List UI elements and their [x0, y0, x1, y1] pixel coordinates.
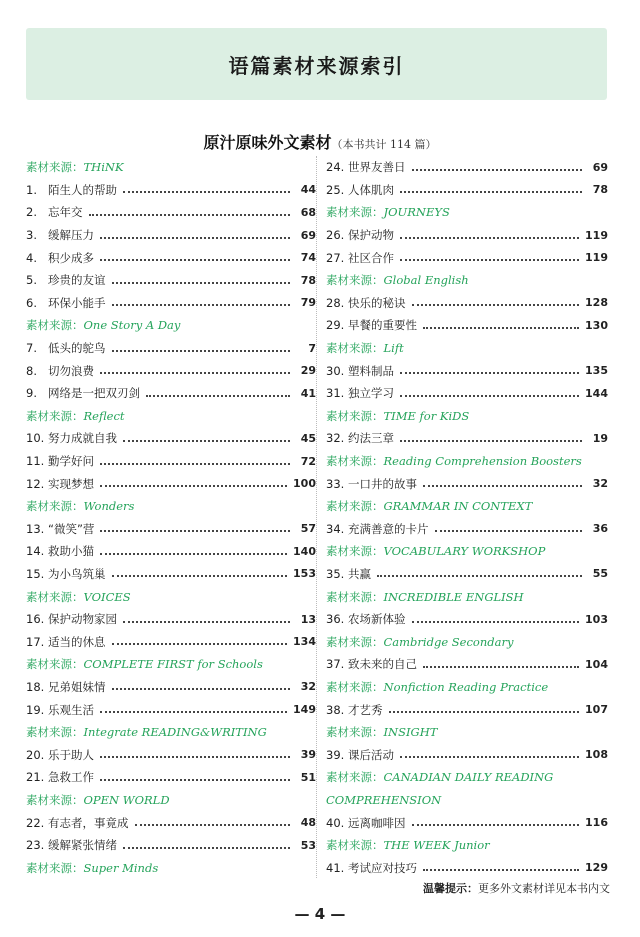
entry-title: 低头的鸵鸟 [48, 341, 106, 356]
entry-title: 为小鸟筑巢 [48, 566, 106, 581]
index-entry[interactable] [26, 427, 316, 450]
entry-page-number: 74 [300, 251, 316, 265]
entry-number: 16. [26, 612, 45, 627]
entry-number: 40. [326, 815, 345, 830]
index-entry[interactable] [26, 630, 316, 653]
entry-number: 25. [326, 182, 345, 197]
entry-number: 31. [326, 386, 345, 401]
source-header [326, 540, 608, 563]
dot-leader [423, 326, 579, 329]
entry-number: 20. [26, 747, 45, 762]
entry-page-number: 72 [300, 454, 316, 468]
source-name: Reading Comprehension Boosters [383, 454, 582, 469]
index-entry[interactable] [26, 337, 316, 360]
dot-leader [423, 665, 579, 668]
dot-leader [423, 484, 582, 487]
source-prefix: 素材来源： [26, 160, 84, 175]
dot-leader [100, 755, 290, 758]
index-entry[interactable] [26, 766, 316, 789]
index-entry[interactable] [326, 359, 608, 382]
dot-leader [400, 371, 579, 374]
entry-title: 课后活动 [348, 747, 394, 762]
entry-number: 5. [26, 273, 37, 288]
dot-leader [412, 823, 580, 826]
entry-title: 努力成就自我 [48, 431, 117, 446]
source-prefix: 素材来源： [326, 499, 384, 514]
dot-leader [112, 303, 291, 306]
entry-title: 救助小猫 [48, 544, 94, 559]
dot-leader [100, 552, 287, 555]
entry-page-number: 107 [585, 703, 608, 717]
index-entry[interactable] [26, 608, 316, 631]
index-entry[interactable] [26, 246, 316, 269]
entry-title: 勤学好问 [48, 454, 94, 469]
source-prefix: 素材来源： [326, 589, 384, 604]
index-entry[interactable] [26, 359, 316, 382]
entry-number: 36. [326, 612, 345, 627]
index-entry[interactable] [326, 811, 608, 834]
entry-page-number: 19 [592, 431, 608, 445]
index-entry[interactable] [26, 382, 316, 405]
entry-title: 有志者，事竟成 [48, 815, 129, 830]
source-name: THE WEEK Junior [383, 838, 490, 853]
index-entry[interactable] [326, 472, 608, 495]
entry-page-number: 144 [585, 386, 608, 400]
entry-page-number: 116 [585, 816, 608, 830]
source-prefix: 素材来源： [326, 408, 384, 423]
entry-page-number: 55 [592, 567, 608, 581]
page-number: — 4 — [294, 905, 346, 923]
entry-title: 社区合作 [348, 250, 394, 265]
entry-number: 9. [26, 386, 37, 401]
entry-number: 22. [26, 815, 45, 830]
index-entry[interactable] [26, 179, 316, 202]
entry-page-number: 48 [300, 816, 316, 830]
entry-page-number: 44 [300, 183, 316, 197]
dot-leader [400, 755, 579, 758]
source-prefix: 素材来源： [26, 725, 84, 740]
entry-title: 乐于助人 [48, 747, 94, 762]
dot-leader [123, 620, 290, 623]
source-prefix: 素材来源： [326, 838, 384, 853]
source-name: Global English [383, 273, 469, 288]
section-title: 原汁原味外文素材 [203, 133, 332, 152]
entry-page-number: 78 [592, 183, 608, 197]
entry-title: 致未来的自己 [348, 657, 417, 672]
entry-number: 35. [326, 566, 345, 581]
entry-title: 世界友善日 [348, 160, 406, 175]
entry-title: 共赢 [348, 566, 371, 581]
source-header [26, 721, 316, 744]
page-title: 语篇素材来源索引 [228, 53, 405, 78]
entry-page-number: 134 [293, 635, 316, 649]
index-entry[interactable] [326, 653, 608, 676]
index-entry[interactable] [26, 269, 316, 292]
entry-page-number: 69 [592, 160, 608, 174]
source-header [26, 495, 316, 518]
entry-number: 8. [26, 363, 37, 378]
index-entry[interactable] [326, 608, 608, 631]
source-prefix: 素材来源： [26, 499, 84, 514]
source-prefix: 素材来源： [326, 273, 384, 288]
source-name: Reflect [83, 408, 125, 423]
index-entry[interactable] [326, 563, 608, 586]
entry-title: 保护动物 [348, 228, 394, 243]
dot-leader [146, 394, 290, 397]
source-header [326, 676, 608, 699]
entry-page-number: 79 [300, 296, 316, 310]
entry-title: 急救工作 [48, 770, 94, 785]
index-entry[interactable] [26, 834, 316, 857]
entry-title: 忘年交 [48, 205, 83, 220]
dot-leader [423, 868, 579, 871]
entry-title: 农场新体验 [348, 612, 406, 627]
dot-leader [100, 462, 290, 465]
source-prefix: 素材来源： [326, 205, 384, 220]
source-prefix: 素材来源： [326, 770, 384, 785]
source-name: CANADIAN DAILY READING COMPREHENSION [326, 770, 554, 807]
dot-leader [412, 168, 583, 171]
source-prefix: 素材来源： [26, 792, 84, 807]
dot-leader [400, 439, 582, 442]
entry-title: “微笑”营 [48, 521, 95, 536]
entry-number: 4. [26, 250, 37, 265]
entry-number: 6. [26, 295, 37, 310]
left-index-column [26, 156, 316, 879]
entry-page-number: 29 [300, 364, 316, 378]
index-entry[interactable] [26, 224, 316, 247]
dot-leader [100, 371, 290, 374]
source-name: Wonders [83, 499, 135, 514]
source-prefix: 素材来源： [26, 318, 84, 333]
reminder-label: 温馨提示： [423, 882, 478, 895]
source-prefix: 素材来源： [326, 725, 384, 740]
source-name: COMPLETE FIRST for Schools [83, 657, 263, 672]
source-name: Lift [383, 341, 404, 356]
entry-title: 兄弟姐妹情 [48, 679, 106, 694]
entry-page-number: 69 [300, 228, 316, 242]
entry-page-number: 119 [585, 228, 608, 242]
index-entry[interactable] [326, 518, 608, 541]
entry-page-number: 53 [300, 838, 316, 852]
source-header [26, 653, 316, 676]
entry-number: 7. [26, 341, 37, 356]
entry-title: 积少成多 [48, 250, 94, 265]
index-entry[interactable] [26, 743, 316, 766]
dot-leader [89, 213, 291, 216]
entry-number: 19. [26, 702, 45, 717]
entry-title: 快乐的秘诀 [348, 295, 406, 310]
title-banner [26, 28, 607, 100]
entry-number: 28. [326, 295, 345, 310]
index-entry[interactable] [26, 292, 316, 315]
source-header [26, 405, 316, 428]
source-name: OPEN WORLD [83, 792, 170, 807]
dot-leader [112, 642, 288, 645]
entry-title: 才艺秀 [348, 702, 383, 717]
dot-leader [100, 778, 290, 781]
entry-page-number: 140 [293, 544, 316, 558]
entry-title: 切勿浪费 [48, 363, 94, 378]
index-entry[interactable] [326, 856, 608, 879]
index-entry[interactable] [26, 540, 316, 563]
source-header [26, 789, 316, 812]
entry-page-number: 135 [585, 364, 608, 378]
entry-page-number: 45 [300, 431, 316, 445]
entry-page-number: 7 [308, 341, 316, 355]
entry-page-number: 153 [293, 567, 316, 581]
dot-leader [400, 394, 579, 397]
source-name: VOICES [83, 589, 131, 604]
dot-leader [100, 529, 290, 532]
entry-page-number: 129 [585, 861, 608, 875]
dot-leader [135, 823, 291, 826]
entry-title: 保护动物家园 [48, 612, 117, 627]
source-prefix: 素材来源： [326, 634, 384, 649]
source-name: One Story A Day [83, 318, 181, 333]
dot-leader [123, 846, 290, 849]
source-header [326, 766, 608, 811]
source-header [26, 585, 316, 608]
dot-leader [123, 190, 290, 193]
entry-page-number: 149 [293, 703, 316, 717]
entry-title: 人体肌肉 [348, 182, 394, 197]
entry-page-number: 13 [300, 612, 316, 626]
entry-page-number: 128 [585, 296, 608, 310]
reminder-text: 更多外文素材详见本书内文 [478, 882, 610, 895]
source-header [326, 495, 608, 518]
entry-title: 网络是一把双刃剑 [48, 386, 140, 401]
entry-number: 34. [326, 521, 345, 536]
entry-number: 26. [326, 228, 345, 243]
source-name: INSIGHT [383, 725, 438, 740]
entry-page-number: 103 [585, 612, 608, 626]
dot-leader [100, 258, 290, 261]
index-entry[interactable] [26, 450, 316, 473]
index-entry[interactable] [326, 743, 608, 766]
entry-page-number: 39 [300, 748, 316, 762]
column-divider [316, 156, 317, 878]
source-header [26, 856, 316, 879]
dot-leader [389, 710, 580, 713]
entry-title: 独立学习 [348, 386, 394, 401]
entry-title: 乐观生活 [48, 702, 94, 717]
index-entry[interactable] [326, 179, 608, 202]
source-header [26, 156, 316, 179]
entry-page-number: 51 [300, 770, 316, 784]
source-prefix: 素材来源： [326, 341, 384, 356]
article-count-note: （本书共计 114 篇） [331, 138, 437, 151]
source-header [326, 585, 608, 608]
source-header [326, 201, 608, 224]
entry-number: 14. [26, 544, 45, 559]
entry-page-number: 130 [585, 318, 608, 332]
source-name: Super Minds [83, 860, 159, 875]
entry-page-number: 108 [585, 748, 608, 762]
index-entry[interactable] [26, 518, 316, 541]
entry-number: 2. [26, 205, 37, 220]
entry-number: 1. [26, 182, 37, 197]
dot-leader [100, 710, 287, 713]
source-header [326, 834, 608, 857]
entry-title: 约法三章 [348, 431, 394, 446]
entry-title: 早餐的重要性 [348, 318, 417, 333]
index-entry[interactable] [326, 427, 608, 450]
index-entry[interactable] [326, 292, 608, 315]
source-name: THiNK [83, 160, 124, 175]
reminder-note [423, 880, 610, 896]
index-entry[interactable] [326, 382, 608, 405]
dot-leader [400, 236, 579, 239]
dot-leader [112, 687, 291, 690]
dot-leader [412, 620, 580, 623]
section-heading [0, 130, 640, 153]
index-entry[interactable] [26, 811, 316, 834]
source-name: Cambridge Secondary [383, 634, 514, 649]
source-prefix: 素材来源： [326, 454, 384, 469]
source-header [326, 721, 608, 744]
entry-page-number: 68 [300, 205, 316, 219]
source-name: JOURNEYS [383, 205, 450, 220]
dot-leader [112, 281, 291, 284]
entry-number: 10. [26, 431, 45, 446]
entry-title: 远离咖啡因 [348, 815, 406, 830]
entry-title: 实现梦想 [48, 476, 94, 491]
entry-number: 41. [326, 860, 345, 875]
dot-leader [400, 258, 579, 261]
dot-leader [100, 236, 290, 239]
source-header [26, 314, 316, 337]
index-entry[interactable] [326, 224, 608, 247]
index-entry[interactable] [326, 246, 608, 269]
entry-number: 17. [26, 634, 45, 649]
index-entry[interactable] [326, 314, 608, 337]
entry-title: 一口井的故事 [348, 476, 417, 491]
entry-page-number: 119 [585, 251, 608, 265]
dot-leader [123, 439, 290, 442]
source-header [326, 630, 608, 653]
source-name: INCREDIBLE ENGLISH [383, 589, 524, 604]
dot-leader [377, 574, 582, 577]
source-name: Integrate READING&WRITING [83, 725, 267, 740]
source-prefix: 素材来源： [26, 860, 84, 875]
index-entry[interactable] [326, 156, 608, 179]
entry-number: 27. [326, 250, 345, 265]
index-entry[interactable] [26, 676, 316, 699]
index-entry[interactable] [326, 698, 608, 721]
source-name: Nonfiction Reading Practice [383, 679, 549, 694]
source-name: GRAMMAR IN CONTEXT [383, 499, 533, 514]
dot-leader [412, 303, 580, 306]
entry-page-number: 104 [585, 657, 608, 671]
source-name: TIME for KiDS [383, 408, 470, 423]
entry-number: 33. [326, 476, 345, 491]
source-name: VOCABULARY WORKSHOP [383, 544, 546, 559]
entry-number: 32. [326, 431, 345, 446]
entry-number: 3. [26, 228, 37, 243]
entry-title: 陌生人的帮助 [48, 182, 117, 197]
entry-number: 30. [326, 363, 345, 378]
entry-page-number: 100 [293, 477, 316, 491]
source-prefix: 素材来源： [26, 589, 84, 604]
dot-leader [435, 529, 583, 532]
source-prefix: 素材来源： [26, 408, 84, 423]
dot-leader [112, 574, 288, 577]
entry-number: 29. [326, 318, 345, 333]
entry-number: 12. [26, 476, 45, 491]
index-entry[interactable] [26, 563, 316, 586]
source-header [326, 405, 608, 428]
entry-page-number: 57 [300, 522, 316, 536]
entry-title: 塑料制品 [348, 363, 394, 378]
right-index-column [326, 156, 608, 879]
entry-page-number: 78 [300, 273, 316, 287]
entry-number: 15. [26, 566, 45, 581]
entry-number: 24. [326, 160, 345, 175]
source-prefix: 素材来源： [326, 679, 384, 694]
entry-page-number: 41 [300, 386, 316, 400]
index-entry[interactable] [26, 201, 316, 224]
entry-number: 13. [26, 521, 45, 536]
dot-leader [112, 349, 291, 352]
entry-title: 考试应对技巧 [348, 860, 417, 875]
index-entry[interactable] [26, 472, 316, 495]
index-entry[interactable] [26, 698, 316, 721]
entry-page-number: 32 [592, 477, 608, 491]
entry-page-number: 36 [592, 522, 608, 536]
entry-title: 充满善意的卡片 [348, 521, 429, 536]
entry-title: 珍贵的友谊 [48, 273, 106, 288]
entry-page-number: 32 [300, 680, 316, 694]
source-header [326, 269, 608, 292]
entry-number: 37. [326, 657, 345, 672]
entry-title: 适当的休息 [48, 634, 106, 649]
entry-number: 18. [26, 679, 45, 694]
entry-number: 23. [26, 838, 45, 853]
dot-leader [100, 484, 287, 487]
entry-number: 38. [326, 702, 345, 717]
dot-leader [400, 190, 582, 193]
entry-number: 11. [26, 454, 45, 469]
entry-number: 39. [326, 747, 345, 762]
source-prefix: 素材来源： [326, 544, 384, 559]
entry-title: 缓解压力 [48, 228, 94, 243]
source-header [326, 450, 608, 473]
source-header [326, 337, 608, 360]
entry-title: 缓解紧张情绪 [48, 838, 117, 853]
entry-number: 21. [26, 770, 45, 785]
entry-title: 环保小能手 [48, 295, 106, 310]
source-prefix: 素材来源： [26, 657, 84, 672]
